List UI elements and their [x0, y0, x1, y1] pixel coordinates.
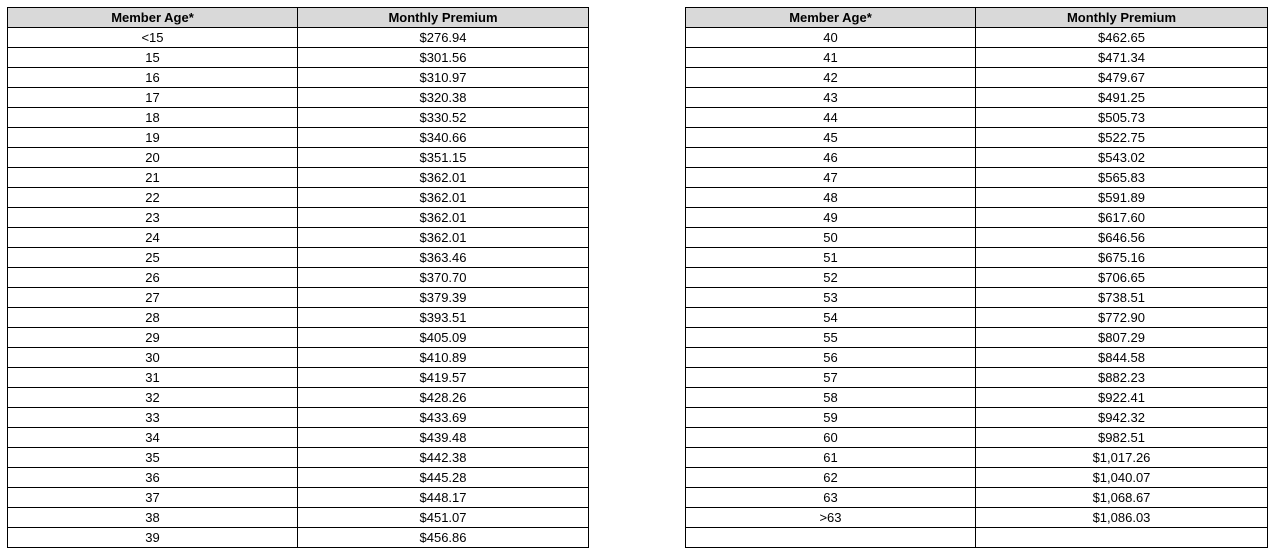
- member-age-cell: 51: [686, 248, 976, 268]
- member-age-cell: 49: [686, 208, 976, 228]
- table-row: [8, 188, 589, 208]
- monthly-premium-cell: $410.89: [298, 348, 589, 368]
- member-age-cell: 19: [8, 128, 298, 148]
- table-row: [8, 48, 589, 68]
- member-age-cell: <15: [8, 28, 298, 48]
- table-row: [686, 148, 1268, 168]
- table-body: [8, 28, 589, 548]
- member-age-cell: 27: [8, 288, 298, 308]
- table-row: [686, 408, 1268, 428]
- monthly-premium-cell: $456.86: [298, 528, 589, 548]
- monthly-premium-cell: $448.17: [298, 488, 589, 508]
- table-row: [686, 268, 1268, 288]
- member-age-cell: 60: [686, 428, 976, 448]
- member-age-cell: 41: [686, 48, 976, 68]
- table-row: [8, 128, 589, 148]
- monthly-premium-cell: $370.70: [298, 268, 589, 288]
- table-row: [686, 428, 1268, 448]
- member-age-cell: 21: [8, 168, 298, 188]
- monthly-premium-cell: $310.97: [298, 68, 589, 88]
- monthly-premium-cell: $772.90: [976, 308, 1268, 328]
- monthly-premium-cell: $471.34: [976, 48, 1268, 68]
- monthly-premium-cell: $362.01: [298, 228, 589, 248]
- monthly-premium-cell: $363.46: [298, 248, 589, 268]
- monthly-premium-header: Monthly Premium: [976, 8, 1268, 28]
- monthly-premium-cell: $340.66: [298, 128, 589, 148]
- table-row: [686, 308, 1268, 328]
- monthly-premium-cell: $1,040.07: [976, 468, 1268, 488]
- table-row: [8, 268, 589, 288]
- monthly-premium-cell: $428.26: [298, 388, 589, 408]
- monthly-premium-cell: $379.39: [298, 288, 589, 308]
- table-row: [686, 108, 1268, 128]
- monthly-premium-cell: $882.23: [976, 368, 1268, 388]
- monthly-premium-cell: $301.56: [298, 48, 589, 68]
- monthly-premium-cell: $1,086.03: [976, 508, 1268, 528]
- table-row: [686, 528, 1268, 548]
- member-age-cell: 63: [686, 488, 976, 508]
- monthly-premium-cell: $844.58: [976, 348, 1268, 368]
- monthly-premium-cell: $522.75: [976, 128, 1268, 148]
- monthly-premium-cell: $591.89: [976, 188, 1268, 208]
- monthly-premium-cell: $617.60: [976, 208, 1268, 228]
- monthly-premium-cell: $433.69: [298, 408, 589, 428]
- member-age-cell: 24: [8, 228, 298, 248]
- monthly-premium-cell: $505.73: [976, 108, 1268, 128]
- member-age-cell: 32: [8, 388, 298, 408]
- table-row: [8, 68, 589, 88]
- table-row: [686, 88, 1268, 108]
- member-age-cell: 23: [8, 208, 298, 228]
- monthly-premium-cell: $942.32: [976, 408, 1268, 428]
- monthly-premium-cell: $479.67: [976, 68, 1268, 88]
- member-age-cell: 25: [8, 248, 298, 268]
- monthly-premium-cell: $351.15: [298, 148, 589, 168]
- member-age-cell: 15: [8, 48, 298, 68]
- monthly-premium-cell: $330.52: [298, 108, 589, 128]
- member-age-cell: 53: [686, 288, 976, 308]
- monthly-premium-cell: $451.07: [298, 508, 589, 528]
- member-age-cell: 33: [8, 408, 298, 428]
- table-row: [686, 368, 1268, 388]
- table-row: [686, 388, 1268, 408]
- member-age-cell: 26: [8, 268, 298, 288]
- monthly-premium-cell: $442.38: [298, 448, 589, 468]
- monthly-premium-cell: $439.48: [298, 428, 589, 448]
- member-age-cell: 22: [8, 188, 298, 208]
- member-age-cell: 47: [686, 168, 976, 188]
- table-row: [8, 468, 589, 488]
- member-age-header: Member Age*: [8, 8, 298, 28]
- monthly-premium-cell: $646.56: [976, 228, 1268, 248]
- monthly-premium-cell: $706.65: [976, 268, 1268, 288]
- monthly-premium-cell: $565.83: [976, 168, 1268, 188]
- monthly-premium-cell: $393.51: [298, 308, 589, 328]
- table-row: [8, 28, 589, 48]
- table-row: [8, 408, 589, 428]
- table-row: [686, 248, 1268, 268]
- table-row: [686, 508, 1268, 528]
- member-age-cell: 45: [686, 128, 976, 148]
- table-row: [8, 488, 589, 508]
- table-body: [686, 28, 1268, 548]
- member-age-cell: 48: [686, 188, 976, 208]
- table-row: [8, 348, 589, 368]
- member-age-cell: 36: [8, 468, 298, 488]
- table-row: [8, 248, 589, 268]
- member-age-cell: 61: [686, 448, 976, 468]
- monthly-premium-cell: $362.01: [298, 168, 589, 188]
- member-age-cell: 55: [686, 328, 976, 348]
- monthly-premium-header: Monthly Premium: [298, 8, 589, 28]
- table-row: [8, 328, 589, 348]
- member-age-cell: [686, 528, 976, 548]
- monthly-premium-cell: $419.57: [298, 368, 589, 388]
- member-age-cell: 39: [8, 528, 298, 548]
- monthly-premium-cell: $405.09: [298, 328, 589, 348]
- table-row: [8, 228, 589, 248]
- member-age-cell: >63: [686, 508, 976, 528]
- member-age-cell: 18: [8, 108, 298, 128]
- monthly-premium-cell: $1,068.67: [976, 488, 1268, 508]
- premium-table-left: [7, 7, 589, 548]
- member-age-cell: 28: [8, 308, 298, 328]
- table-row: [8, 88, 589, 108]
- member-age-cell: 35: [8, 448, 298, 468]
- monthly-premium-cell: $543.02: [976, 148, 1268, 168]
- premium-table-right: [685, 7, 1268, 548]
- monthly-premium-cell: $675.16: [976, 248, 1268, 268]
- table-row: [686, 288, 1268, 308]
- table-row: [686, 228, 1268, 248]
- member-age-cell: 31: [8, 368, 298, 388]
- member-age-header: Member Age*: [686, 8, 976, 28]
- table-row: [686, 188, 1268, 208]
- table-row: [8, 368, 589, 388]
- member-age-cell: 20: [8, 148, 298, 168]
- monthly-premium-cell: $445.28: [298, 468, 589, 488]
- member-age-cell: 58: [686, 388, 976, 408]
- table-row: [686, 128, 1268, 148]
- monthly-premium-cell: $362.01: [298, 188, 589, 208]
- member-age-cell: 59: [686, 408, 976, 428]
- table-row: [8, 528, 589, 548]
- member-age-cell: 40: [686, 28, 976, 48]
- member-age-cell: 38: [8, 508, 298, 528]
- table-row: [8, 288, 589, 308]
- monthly-premium-cell: $276.94: [298, 28, 589, 48]
- member-age-cell: 57: [686, 368, 976, 388]
- table-row: [686, 488, 1268, 508]
- member-age-cell: 30: [8, 348, 298, 368]
- table-row: [8, 168, 589, 188]
- monthly-premium-cell: $1,017.26: [976, 448, 1268, 468]
- table-row: [8, 388, 589, 408]
- monthly-premium-cell: [976, 528, 1268, 548]
- monthly-premium-cell: $738.51: [976, 288, 1268, 308]
- table-row: [686, 448, 1268, 468]
- table-row: [8, 208, 589, 228]
- table-row: [686, 28, 1268, 48]
- member-age-cell: 17: [8, 88, 298, 108]
- monthly-premium-cell: $462.65: [976, 28, 1268, 48]
- monthly-premium-cell: $491.25: [976, 88, 1268, 108]
- table-row: [8, 108, 589, 128]
- table-row: [686, 168, 1268, 188]
- table-row: [686, 348, 1268, 368]
- member-age-cell: 56: [686, 348, 976, 368]
- monthly-premium-cell: $362.01: [298, 208, 589, 228]
- member-age-cell: 43: [686, 88, 976, 108]
- member-age-cell: 62: [686, 468, 976, 488]
- member-age-cell: 42: [686, 68, 976, 88]
- member-age-cell: 37: [8, 488, 298, 508]
- table-row: [686, 468, 1268, 488]
- member-age-cell: 44: [686, 108, 976, 128]
- member-age-cell: 54: [686, 308, 976, 328]
- table-row: [686, 208, 1268, 228]
- monthly-premium-cell: $807.29: [976, 328, 1268, 348]
- member-age-cell: 52: [686, 268, 976, 288]
- member-age-cell: 46: [686, 148, 976, 168]
- table-row: [8, 148, 589, 168]
- table-row: [686, 48, 1268, 68]
- table-row: [8, 448, 589, 468]
- table-row: [686, 68, 1268, 88]
- table-header-row: [8, 8, 589, 28]
- member-age-cell: 50: [686, 228, 976, 248]
- table-row: [8, 308, 589, 328]
- table-row: [8, 428, 589, 448]
- monthly-premium-cell: $320.38: [298, 88, 589, 108]
- member-age-cell: 16: [8, 68, 298, 88]
- member-age-cell: 29: [8, 328, 298, 348]
- table-row: [8, 508, 589, 528]
- table-header-row: [686, 8, 1268, 28]
- member-age-cell: 34: [8, 428, 298, 448]
- table-row: [686, 328, 1268, 348]
- monthly-premium-cell: $982.51: [976, 428, 1268, 448]
- monthly-premium-cell: $922.41: [976, 388, 1268, 408]
